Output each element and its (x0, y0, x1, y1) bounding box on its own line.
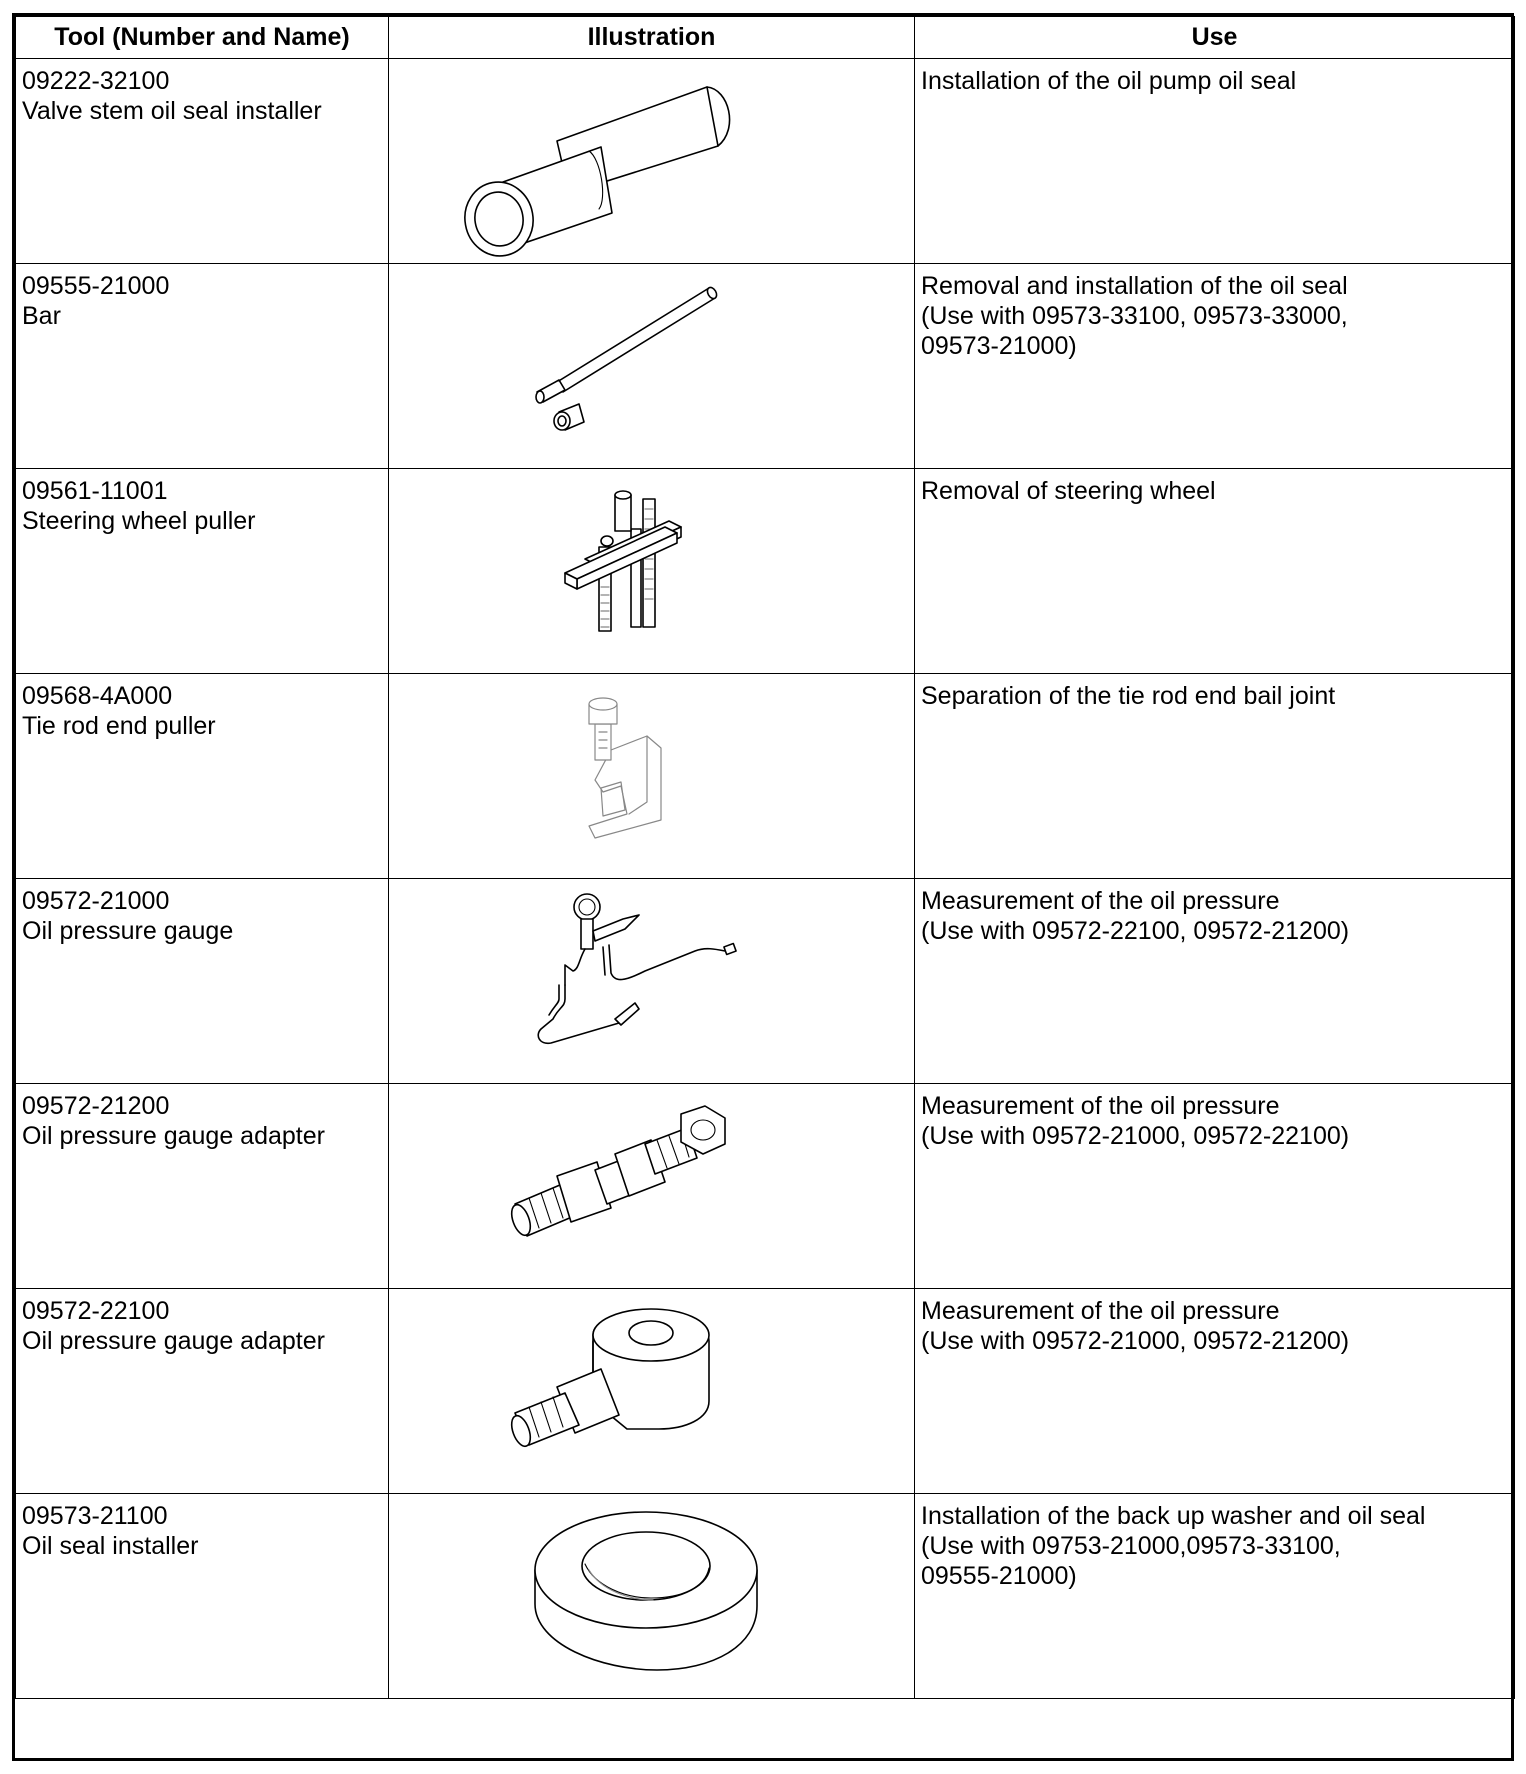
illustration-cell (389, 1289, 915, 1494)
tool-number: 09572-21000 (22, 887, 170, 915)
illustration-cell (389, 674, 915, 879)
table-row (16, 1289, 1515, 1494)
tool-number: 09572-21200 (22, 1092, 170, 1120)
use-text: Installation of the back up washer and oil seal (921, 1502, 1426, 1530)
column-header-tool: Tool (Number and Name) (16, 17, 389, 59)
table-row (16, 1084, 1515, 1289)
oil-pressure-gauge-icon (389, 879, 914, 1059)
tool-name: Oil seal installer (22, 1532, 199, 1560)
tool-name: Oil pressure gauge adapter (22, 1122, 325, 1150)
use-cell (915, 1289, 1515, 1494)
tool-cell (16, 1494, 389, 1699)
use-text: Measurement of the oil pressure (921, 887, 1280, 915)
special-tools-table (15, 16, 1515, 1699)
use-cell (915, 879, 1515, 1084)
tool-name: Valve stem oil seal installer (22, 97, 322, 125)
gauge-adapter-fitting-icon (389, 1084, 914, 1264)
steering-wheel-puller-icon (389, 469, 914, 649)
tool-number: 09572-22100 (22, 1297, 170, 1325)
illustration-cell (389, 59, 915, 264)
seal-installer-sleeve-icon (389, 59, 914, 263)
table-row (16, 1494, 1515, 1699)
illustration-cell (389, 1084, 915, 1289)
driver-bar-icon (389, 264, 914, 444)
tool-number: 09555-21000 (22, 272, 170, 300)
tool-cell (16, 1289, 389, 1494)
use-text: 09573-21000) (921, 332, 1077, 360)
use-text: Removal of steering wheel (921, 477, 1216, 505)
tie-rod-end-puller-icon (389, 674, 914, 854)
illustration-cell (389, 879, 915, 1084)
use-cell (915, 59, 1515, 264)
tool-cell (16, 59, 389, 264)
use-text: Installation of the oil pump oil seal (921, 67, 1297, 95)
use-text: Removal and installation of the oil seal (921, 272, 1348, 300)
use-text: Measurement of the oil pressure (921, 1297, 1280, 1325)
illustration-cell (389, 469, 915, 674)
table-row (16, 469, 1515, 674)
table-row (16, 674, 1515, 879)
use-cell (915, 469, 1515, 674)
tool-cell (16, 469, 389, 674)
tool-cell (16, 1084, 389, 1289)
tool-cell (16, 674, 389, 879)
use-text: (Use with 09572-22100, 09572-21200) (921, 917, 1350, 945)
tool-name: Tie rod end puller (22, 712, 216, 740)
table-header-row (16, 17, 1515, 59)
tool-cell (16, 264, 389, 469)
tool-name: Oil pressure gauge (22, 917, 234, 945)
tool-number: 09573-21100 (22, 1502, 168, 1530)
use-text: (Use with 09753-21000,09573-33100, (921, 1532, 1341, 1560)
oil-seal-installer-ring-icon (389, 1494, 914, 1698)
use-text: Separation of the tie rod end bail joint (921, 682, 1336, 710)
table-row (16, 59, 1515, 264)
tool-number: 09561-11001 (22, 477, 168, 505)
tool-number: 09568-4A000 (22, 682, 173, 710)
use-text: (Use with 09573-33100, 09573-33000, (921, 302, 1348, 330)
table-row (16, 264, 1515, 469)
column-header-use: Use (915, 17, 1515, 59)
column-header-illustration: Illustration (389, 17, 915, 59)
illustration-cell (389, 1494, 915, 1699)
use-cell (915, 264, 1515, 469)
use-cell (915, 1084, 1515, 1289)
use-text: (Use with 09572-21000, 09572-21200) (921, 1327, 1350, 1355)
tool-name: Bar (22, 302, 61, 330)
tool-name: Steering wheel puller (22, 507, 256, 535)
tool-name: Oil pressure gauge adapter (22, 1327, 325, 1355)
table-row (16, 879, 1515, 1084)
tool-cell (16, 879, 389, 1084)
special-tools-table-frame (12, 13, 1514, 1761)
use-text: (Use with 09572-21000, 09572-22100) (921, 1122, 1350, 1150)
use-text: Measurement of the oil pressure (921, 1092, 1280, 1120)
use-cell (915, 1494, 1515, 1699)
illustration-cell (389, 264, 915, 469)
use-cell (915, 674, 1515, 879)
banjo-adapter-icon (389, 1289, 914, 1469)
use-text: 09555-21000) (921, 1562, 1077, 1590)
tool-number: 09222-32100 (22, 67, 170, 95)
